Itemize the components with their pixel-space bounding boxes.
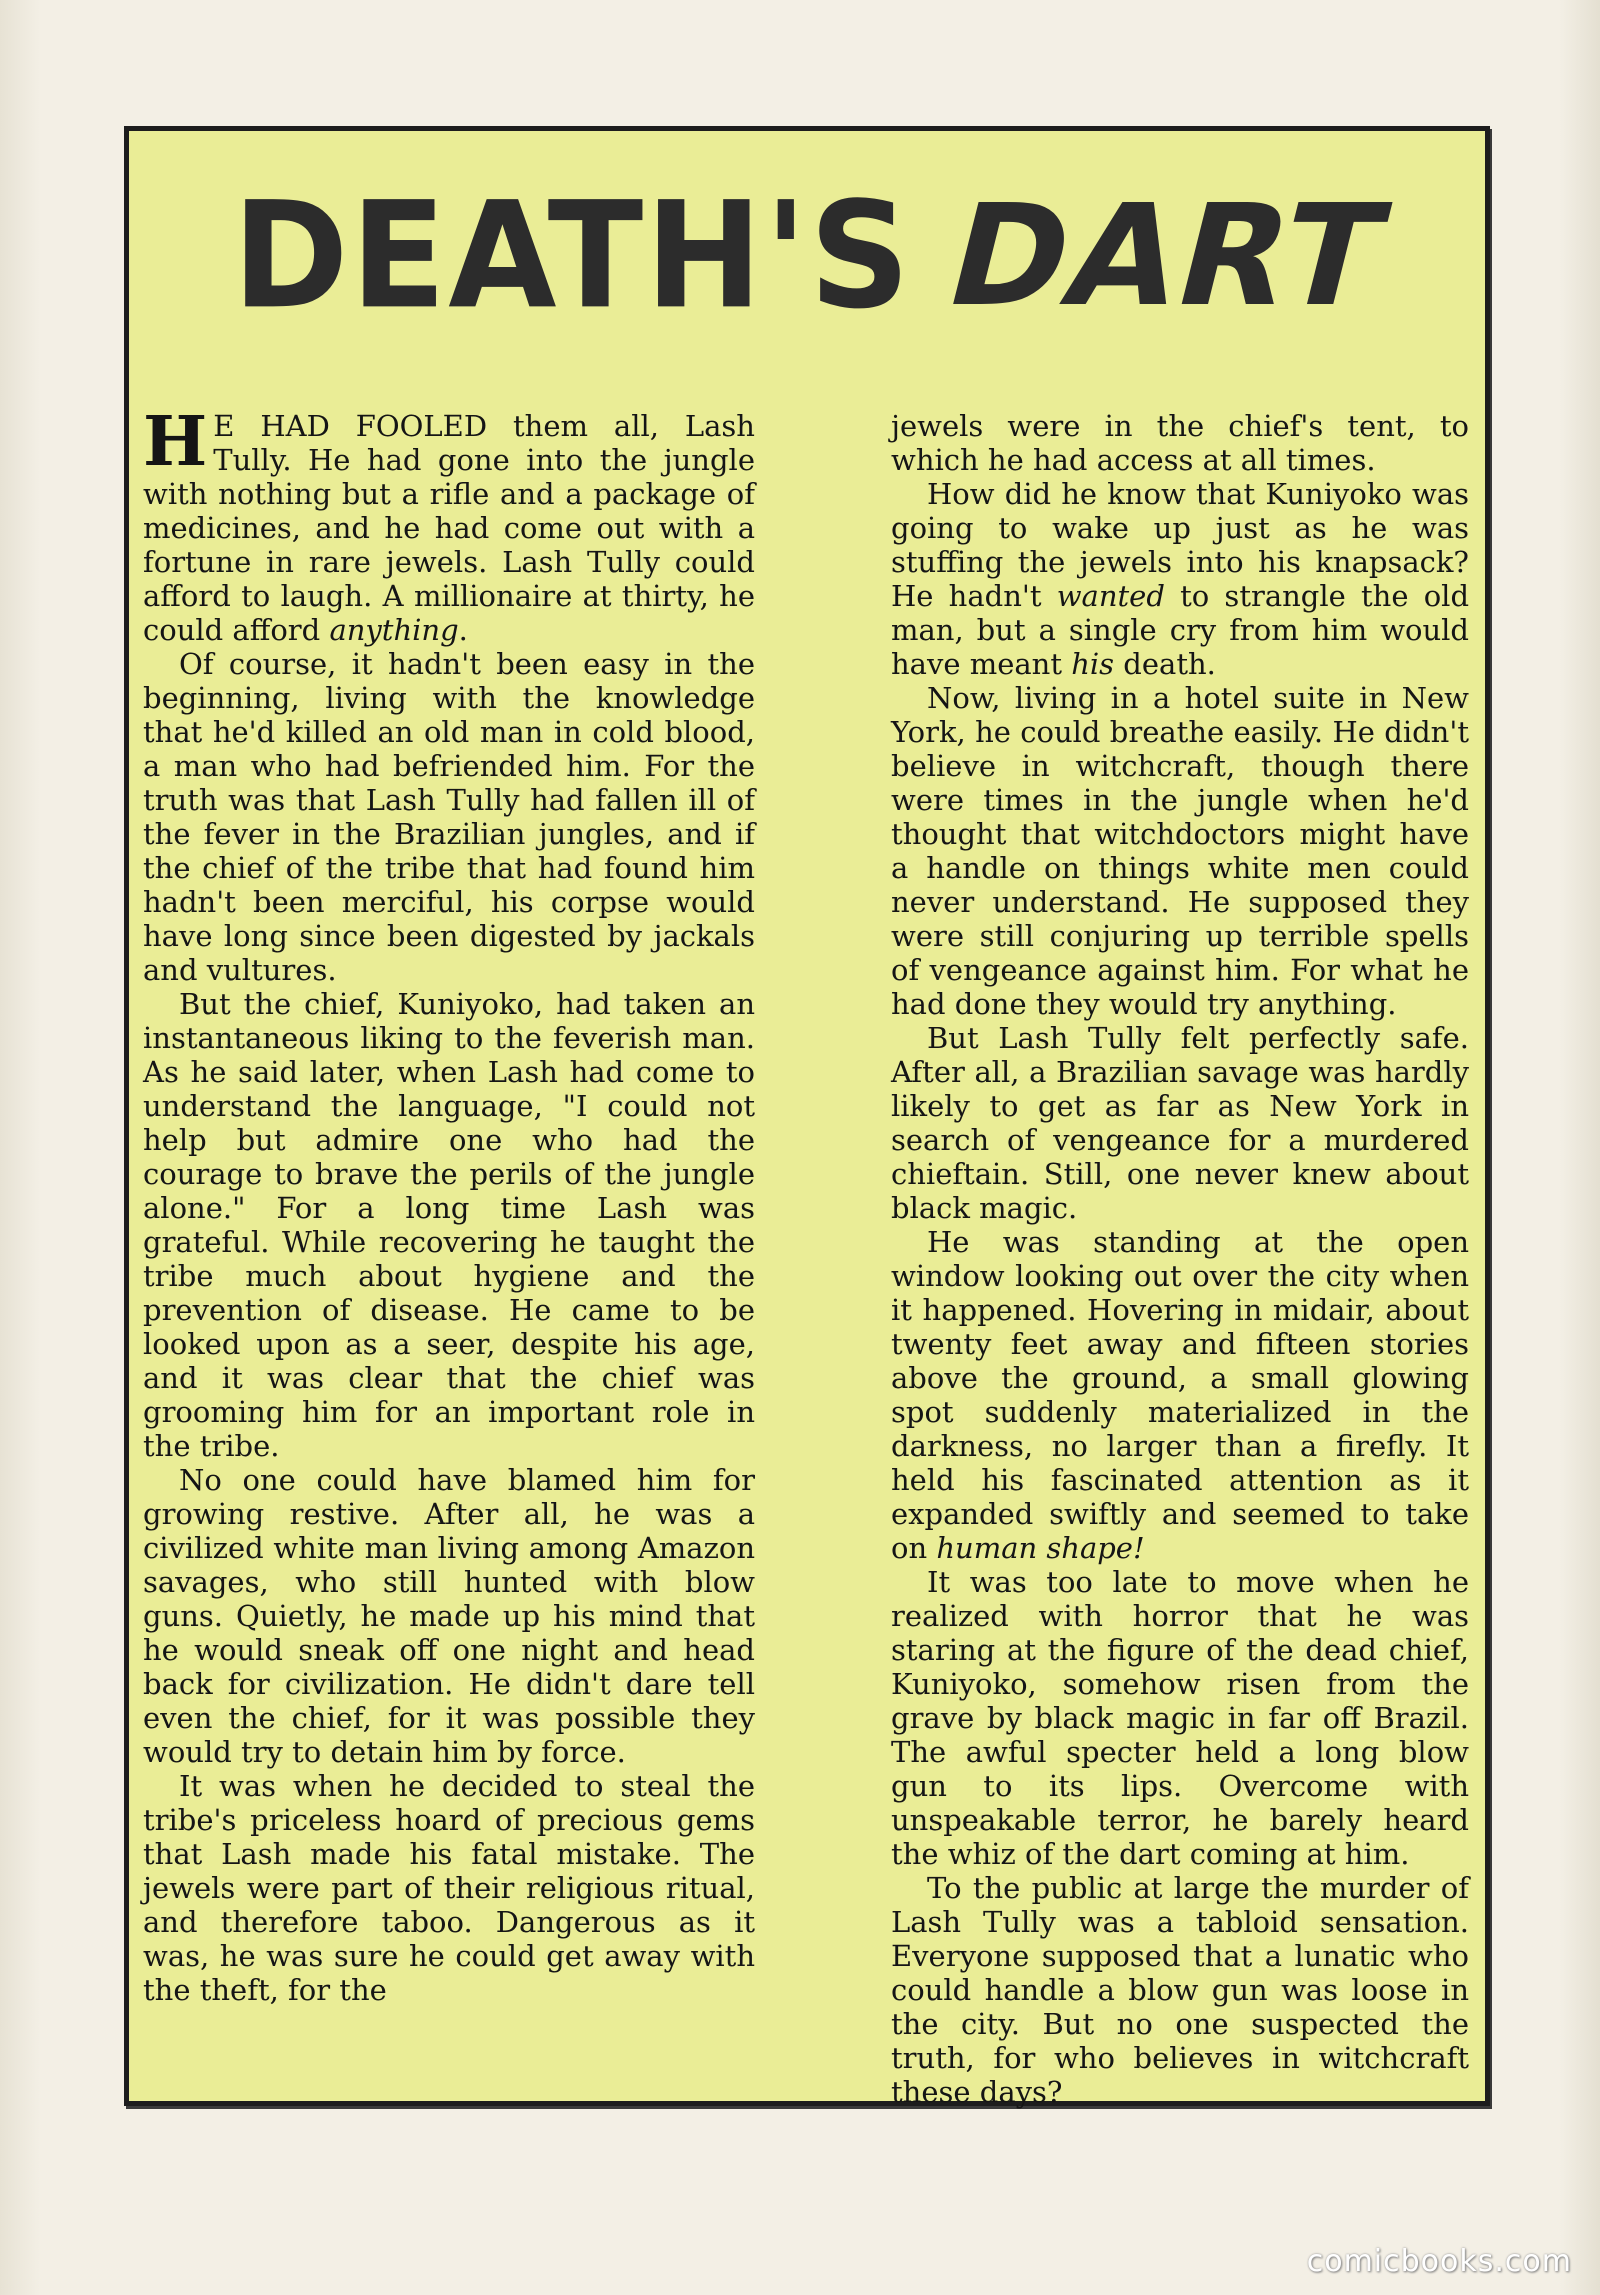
paragraph: jewels were in the chief's tent, to which he had access at all times.: [891, 409, 1469, 477]
emphasis-text: human shape!: [936, 1531, 1145, 1565]
emphasis-text: his: [1071, 647, 1115, 681]
paragraph-text: .: [458, 613, 468, 647]
paragraph: No one could have blamed him for growing restive. After all, he was a civilized white man living among Amazon savages, who still hunted with blow guns. Quietly, he made up his mind that he would sneak off one night and head back for civilization. He didn't dare tell even the chief, for it was possible they would try to detain him by force.: [143, 1463, 755, 1769]
paragraph-text: How did he know that Kuniyoko was going to wake up just as he was stuffing the jewels into his knapsack? He hadn't: [891, 477, 1469, 613]
paragraph-text: He was standing at the open window looking out over the city when it happened. Hovering in midair, about twenty feet away and fifteen stories above the ground, a small glowing spot suddenly materialized in the darkness, no larger than a firefly. It held his fascinated attention as it expanded swiftly and seemed to take on: [891, 1225, 1469, 1565]
title-word-dart: DART: [931, 175, 1403, 338]
paragraph-text: E HAD FOOLED them all, Lash Tully. He had gone into the jungle with nothing but a rifle and a package of medicines, and he had come out with a fortune in rare jewels. Lash Tully could afford to laugh. A millionaire at thirty, he could afford: [143, 409, 755, 647]
right-column: [891, 409, 1469, 2109]
paragraph: [891, 477, 1469, 681]
paragraph: But the chief, Kuniyoko, had taken an instantaneous liking to the feverish man. As he said later, when Lash had come to understand the language, "I could not help but admire one who had the courage to brave the perils of the jungle alone." For a long time Lash was grateful. While recovering he taught the tribe much about hygiene and the prevention of disease. He came to be looked upon as a seer, despite his age, and it was clear that the chief was grooming him for an important role in the tribe.: [143, 987, 755, 1463]
paragraph: It was when he decided to steal the tribe's priceless hoard of precious gems that Lash made his fatal mistake. The jewels were part of their religious ritual, and therefore taboo. Dangerous as it was, he was sure he could get away with the theft, for the: [143, 1769, 755, 2007]
paragraph: It was too late to move when he realized with horror that he was staring at the figure of the dead chief, Kuniyoko, somehow risen from the grave by black magic in far off Brazil. The awful specter held a long blow gun to its lips. Overcome with unspeakable terror, he barely heard the whiz of the dart coming at him.: [891, 1565, 1469, 1871]
title-word-deaths: DEATH'S: [232, 170, 913, 343]
paragraph: Of course, it hadn't been easy in the beginning, living with the knowledge that he'd killed an old man in cold blood, a man who had befriended him. For the truth was that Lash Tully had fallen ill of the fever in the Brazilian jungles, and if the chief of the tribe that had found him hadn't been merciful, his corpse would have long since been digested by jackals and vultures.: [143, 647, 755, 987]
paragraph-text: death.: [1123, 647, 1216, 681]
emphasis-text: anything: [329, 613, 459, 647]
paragraph-text: to strangle the old man, but a single cry from him would have meant: [891, 579, 1470, 681]
paragraph: Now, living in a hotel suite in New York, he could breathe easily. He didn't believe in witchcraft, though there were times in the jungle when he'd thought that witchdoctors might have a handle on things white men could never understand. He supposed they were still conjuring up terrible spells of vengeance against him. For what he had done they would try anything.: [891, 681, 1469, 1021]
paragraph: [143, 402, 755, 647]
drop-cap: H: [143, 402, 208, 482]
story-panel: [124, 126, 1490, 2109]
emphasis-text: wanted: [1056, 579, 1165, 613]
paragraph: But Lash Tully felt perfectly safe. After all, a Brazilian savage was hardly likely to get as far as New York in search of vengeance for a murdered chieftain. Still, one never knew about black magic.: [891, 1021, 1469, 1225]
paragraph: To the public at large the murder of Lash Tully was a tabloid sensation. Everyone supposed that a lunatic who could handle a blow gun was loose in the city. But no one suspected the truth, for who believes in witchcraft these days?: [891, 1871, 1469, 2109]
paragraph: [891, 1225, 1469, 1565]
site-watermark: comicbooks.com: [1306, 2244, 1572, 2279]
story-title: [129, 170, 1485, 343]
left-column: [143, 402, 755, 2007]
